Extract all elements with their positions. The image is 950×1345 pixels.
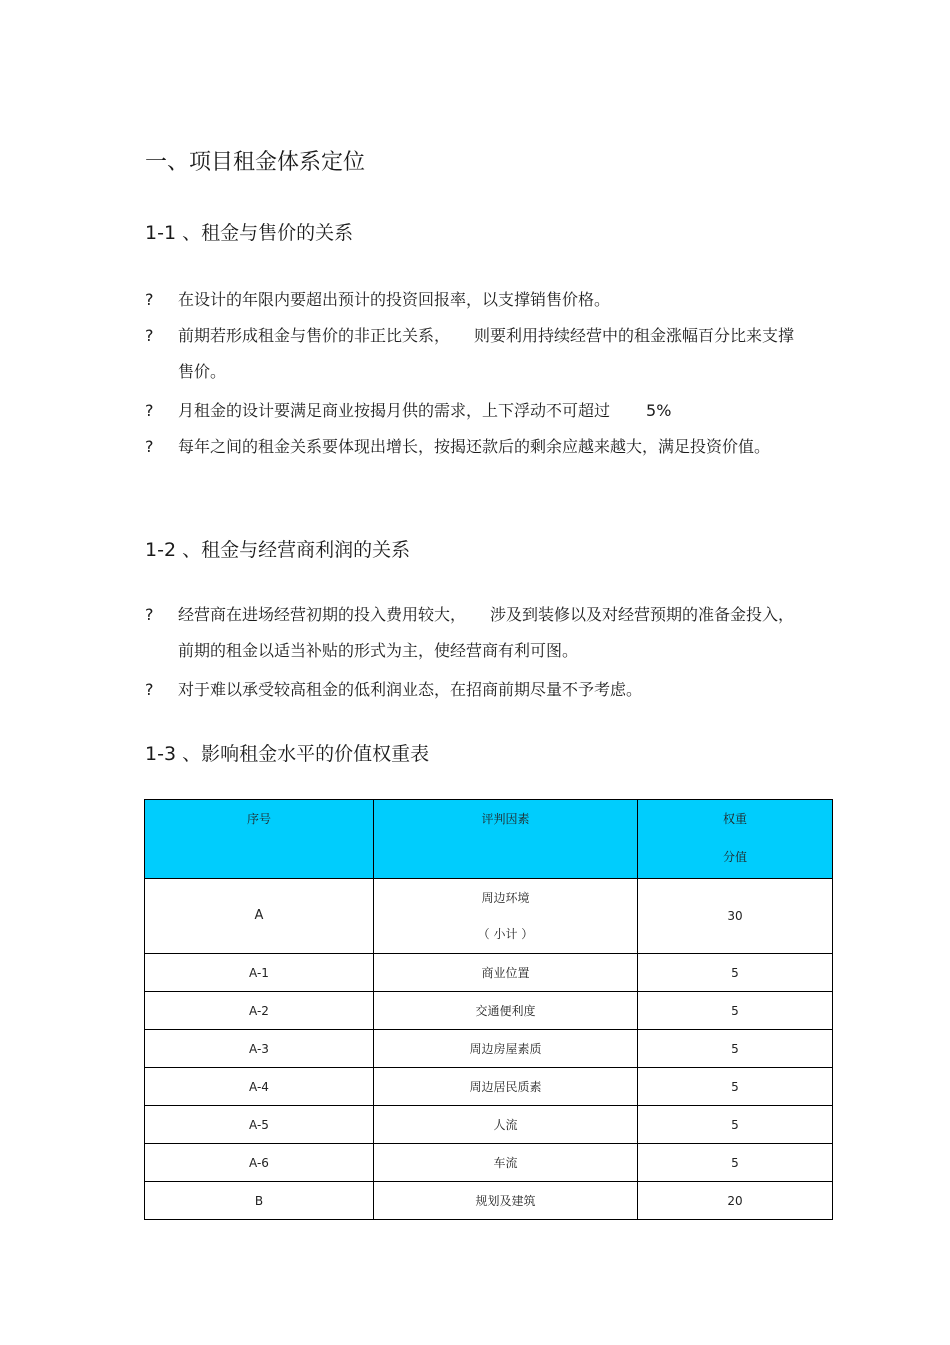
- section-heading-1-2: 1-2 、租金与经营商利润的关系: [145, 539, 411, 561]
- bullet-mark: ?: [145, 326, 154, 345]
- bullet-mark: ?: [145, 605, 154, 624]
- cell-factor: 商业位置: [374, 954, 638, 992]
- cell-id: A-1: [145, 954, 374, 992]
- header-weight-line2: 分值: [722, 850, 747, 864]
- cell-score: 5: [638, 992, 833, 1030]
- cell-id: A-6: [145, 1144, 374, 1182]
- cell-factor: 人流: [374, 1106, 638, 1144]
- cell-id: A-5: [145, 1106, 374, 1144]
- cell-id: A-4: [145, 1068, 374, 1106]
- table-header-row: [145, 800, 833, 879]
- bullet-item: [145, 318, 805, 390]
- bullet-text: 月租金的设计要满足商业按揭月供的需求，上下浮动不可超过: [178, 401, 611, 420]
- section-heading-1-1: 1-1 、租金与售价的关系: [145, 222, 354, 244]
- header-cell-factor: 评判因素: [374, 800, 638, 879]
- cell-score: 20: [638, 1182, 833, 1220]
- table-row: [145, 1030, 833, 1068]
- bullet-mark: ?: [145, 680, 154, 699]
- cell-id: B: [145, 1182, 374, 1220]
- cell-score: 5: [638, 1030, 833, 1068]
- table-row: [145, 1144, 833, 1182]
- bullet-item: [145, 672, 805, 708]
- cell-score: 5: [638, 1068, 833, 1106]
- bullet-item: [145, 429, 805, 465]
- cell-score: 30: [638, 879, 833, 954]
- cell-factor: 周边居民质素: [374, 1068, 638, 1106]
- section-heading-1-3: 1-3 、影响租金水平的价值权重表: [145, 743, 430, 765]
- table-row: [145, 1106, 833, 1144]
- bullet-mark: ?: [145, 401, 154, 420]
- bullet-mark: ?: [145, 290, 154, 309]
- bullet-text: 前期若形成租金与售价的非正比关系，: [178, 326, 451, 345]
- cell-score: 5: [638, 1144, 833, 1182]
- cell-score: 5: [638, 1106, 833, 1144]
- cell-id: A-3: [145, 1030, 374, 1068]
- bullet-item: [145, 282, 805, 318]
- cell-factor: 交通便利度: [374, 992, 638, 1030]
- weight-table: [144, 799, 833, 1220]
- bullet-item: [145, 597, 805, 669]
- bullet-item: [145, 393, 805, 429]
- bullet-mark: ?: [145, 437, 154, 456]
- cell-factor: 周边环境 （ 小计 ）: [374, 879, 638, 954]
- header-cell-weight: [638, 800, 833, 879]
- cell-id: A: [145, 879, 374, 954]
- table-row: [145, 992, 833, 1030]
- cell-id: A-2: [145, 992, 374, 1030]
- table-row: [145, 954, 833, 992]
- bullet-value: 5%: [646, 401, 672, 420]
- bullet-text: 在设计的年限内要超出预计的投资回报率，以支撑销售价格。: [178, 290, 611, 309]
- cell-factor: 车流: [374, 1144, 638, 1182]
- cell-factor-sub: （ 小计 ）: [477, 927, 534, 941]
- table-row: [145, 1068, 833, 1106]
- table-row: [145, 879, 833, 954]
- bullet-text: 涉及到装修以及对经营预期的准备金投入，前期的租金以适当补贴的形式为主，使经营商有利可图。: [178, 605, 795, 660]
- bullet-text: 则要利用持续经营中的租金涨幅百分比来支撑售价。: [178, 326, 795, 381]
- header-cell-index: 序号: [145, 800, 374, 879]
- cell-factor: 规划及建筑: [374, 1182, 638, 1220]
- bullet-text: 经营商在进场经营初期的投入费用较大，: [178, 605, 467, 624]
- cell-score: 5: [638, 954, 833, 992]
- table-row: [145, 1182, 833, 1220]
- bullet-text: 每年之间的租金关系要体现出增长，按揭还款后的剩余应越来越大，满足投资价值。: [178, 437, 771, 456]
- header-weight-line1: 权重: [722, 812, 747, 826]
- cell-factor: 周边房屋素质: [374, 1030, 638, 1068]
- bullet-text: 对于难以承受较高租金的低利润业态，在招商前期尽量不予考虑。: [178, 680, 643, 699]
- page-title: 一、项目租金体系定位: [145, 150, 366, 175]
